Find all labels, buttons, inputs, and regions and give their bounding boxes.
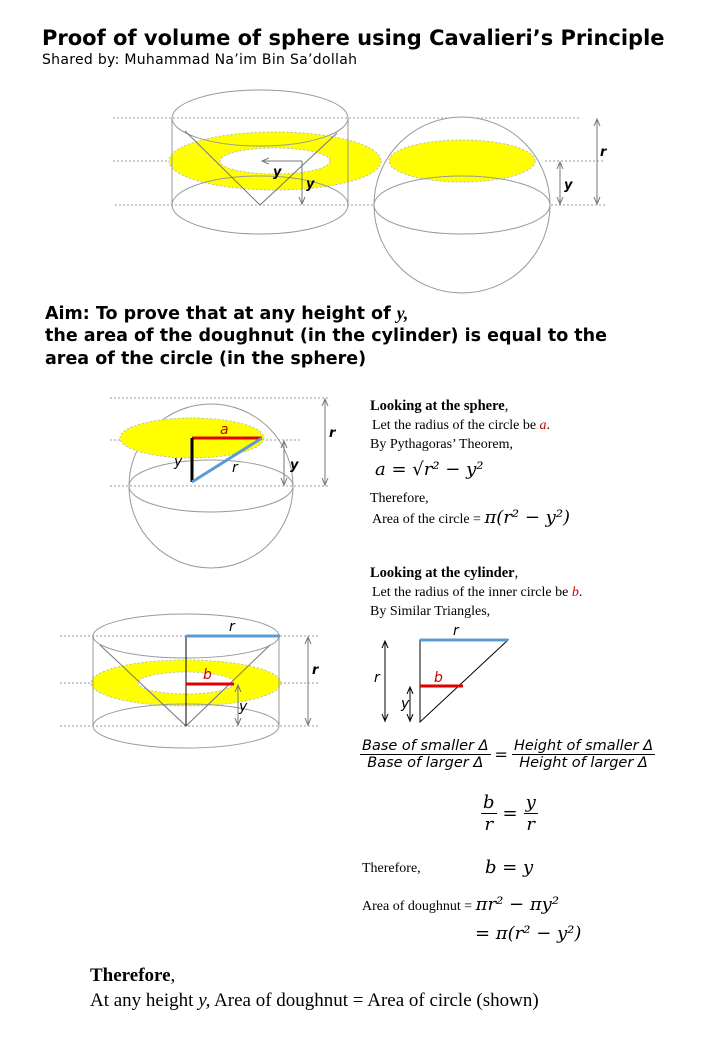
label-y: y <box>174 454 183 470</box>
label-y: y <box>306 177 315 192</box>
doughnut-area-factored: = π(r² − y²) <box>475 923 582 944</box>
label-y: y <box>273 165 282 180</box>
label-a: a <box>220 422 229 438</box>
aim-line-1: Aim: To prove that at any height of y, <box>45 303 409 324</box>
ratio-simplified <box>481 792 538 835</box>
numerator: y <box>525 792 536 813</box>
cylinder-heading: Looking at the cylinder, <box>370 565 519 581</box>
denominator: r <box>484 814 494 835</box>
denominator: Base of larger Δ <box>367 755 484 771</box>
cylinder-detail-diagram <box>60 614 320 748</box>
label-y: y <box>564 178 573 193</box>
doughnut-area: Area of doughnut = πr² − πy² <box>362 894 560 915</box>
b-equals-y: b = y <box>485 857 534 878</box>
label-b: b <box>434 670 443 686</box>
denominator: r <box>526 814 536 835</box>
label-r: r <box>329 426 336 441</box>
sphere-heading: Looking at the sphere, <box>370 398 509 414</box>
aim-line-3: area of the circle (in the sphere) <box>45 349 367 369</box>
denominator: Height of larger Δ <box>519 755 648 771</box>
numerator: Base of smaller Δ <box>362 738 489 754</box>
therefore-1: Therefore, <box>370 491 429 506</box>
label-r: r <box>600 145 607 160</box>
label-y: y <box>290 458 299 473</box>
label-y: y <box>401 696 410 712</box>
cylinder-let: Let the radius of the inner circle be b. <box>372 585 583 600</box>
page-title: Proof of volume of sphere using Cavalieri’s Principle <box>42 26 665 50</box>
label-b: b <box>203 667 212 683</box>
circle-area: Area of the circle = π(r² − y²) <box>372 507 571 528</box>
numerator: Height of smaller Δ <box>513 738 654 754</box>
conclusion-line: At any height y, Area of doughnut = Area of circle (shown) <box>90 990 539 1011</box>
author-credit: Shared by: Muhammad Na’im Bin Sa’dollah <box>42 52 358 68</box>
label-y: y <box>239 699 248 715</box>
aim-line-2: the area of the doughnut (in the cylinder) is equal to the <box>45 326 607 346</box>
similar-triangles-line: By Similar Triangles, <box>370 604 491 619</box>
equals: = <box>494 745 508 764</box>
label-r: r <box>453 623 459 639</box>
ratio-equation <box>360 738 655 771</box>
label-r: r <box>374 670 380 686</box>
sphere-let: Let the radius of the circle be a. <box>372 418 551 433</box>
conclusion-heading: Therefore, <box>90 965 176 986</box>
label-r: r <box>232 460 238 476</box>
therefore-2: Therefore, <box>362 861 421 876</box>
label-r: r <box>312 663 319 678</box>
equals: = <box>502 803 518 824</box>
label-r: r <box>229 619 235 635</box>
equation-a: a = √r² − y² <box>375 459 484 480</box>
numerator: b <box>483 792 495 813</box>
pythagoras-line: By Pythagoras’ Theorem, <box>370 437 513 452</box>
